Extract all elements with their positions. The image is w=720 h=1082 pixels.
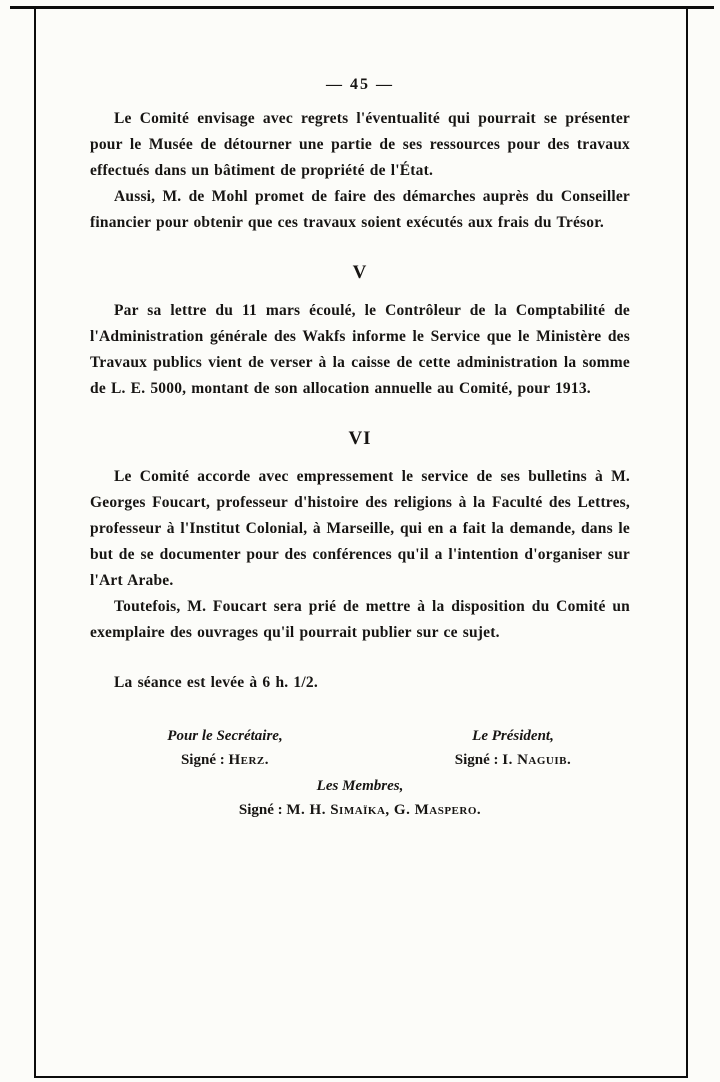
paragraph-section-vi-2: Toutefois, M. Foucart sera prié de mettre à la disposition du Comité un exemplaire des ouvrages qu'il pourrait publier sur ce sujet. [90,598,630,641]
paragraph-intro-1: Le Comité envisage avec regrets l'éventualité qui pourrait se présenter pour le Musée de détourner une partie de ses ressources pour des travaux effectués dans un bâtiment de propriété de l'État. [90,110,630,179]
page-number: — 45 — [326,76,394,93]
president-signature [378,724,648,772]
section-heading-v: V [352,262,368,283]
secretary-signature [90,724,360,772]
members-title: Les Membres, [316,778,404,794]
paragraph-section-v: Par sa lettre du 11 mars écoulé, le Contrôleur de la Comptabilité de l'Administration générale des Wakfs informe le Service que le Ministère des Travaux publics vient de verser à la caisse de cette administration la somme de L. E. 5000, montant de son allocation annuelle au Comité, pour 1913. [90,302,630,397]
paragraph-intro-2: Aussi, M. de Mohl promet de faire des démarches auprès du Conseiller financier pour obtenir que ces travaux soient exécutés aux frais du Trésor. [90,188,630,231]
signature-block [90,724,630,822]
section-heading-vi: VI [348,428,372,449]
president-signed-line [378,748,648,772]
members-signed-line [90,798,630,822]
secretary-title: Pour le Secrétaire, [167,728,283,744]
president-name: I. Naguib. [502,752,572,768]
signed-label: Signé : [238,802,283,818]
secretary-name: Herz. [228,752,270,768]
paragraph-section-vi-1: Le Comité accorde avec empressement le service de ses bulletins à M. Georges Foucart, professeur d'histoire des religions à la Faculté des Lettres, professeur à l'Institut Colonial, à Marseille, qui en a fait la demande, dans le but de se documenter pour des conférences qu'il a l'intention d'organiser sur l'Art Arabe. [90,468,630,589]
closing-line: La séance est levée à 6 h. 1/2. [114,674,318,691]
members-names: M. H. Simaïka, G. Maspero. [286,802,482,818]
signed-label: Signé : [454,752,499,768]
president-title: Le Président, [472,728,554,744]
signature-row [90,724,630,772]
signed-label: Signé : [180,752,225,768]
members-signature [90,774,630,822]
secretary-signed-line [90,748,360,772]
page-content [90,76,630,822]
